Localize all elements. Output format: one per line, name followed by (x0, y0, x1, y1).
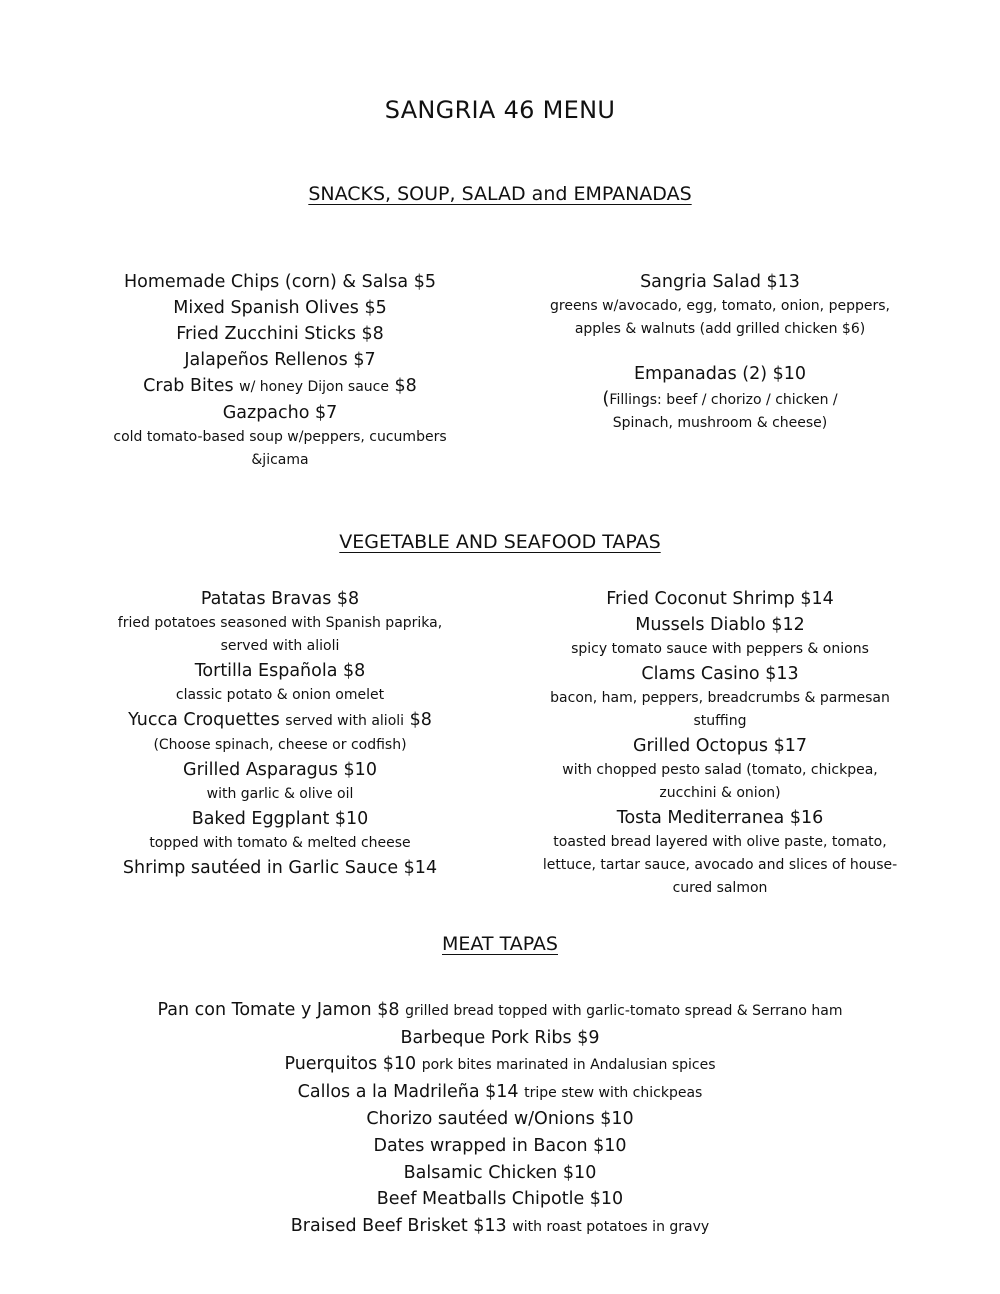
meat-tapas-list (0, 997, 1000, 1240)
menu-item-tortilla: Tortilla Española $8 (194, 661, 366, 681)
salad-description-line1: greens w/avocado, egg, tomato, onion, peppers, (550, 298, 890, 314)
callos-name: Callos a la Madrileña $14 (297, 1081, 519, 1102)
empanadas-description-line1 (520, 387, 920, 412)
bravas-description-line1: fried potatoes seasoned with Spanish paprika, (117, 615, 443, 631)
clams-description-line1: bacon, ham, peppers, breadcrumbs & parmesan (550, 690, 890, 706)
brisket-name: Braised Beef Brisket $13 (290, 1215, 507, 1236)
octopus-description-line1: with chopped pesto salad (tomato, chickpea, (562, 762, 878, 778)
section-title-veg-seafood (0, 531, 1000, 553)
seafood-right-column (520, 586, 920, 900)
menu-item-chips: Homemade Chips (corn) & Salsa $5 (124, 272, 436, 292)
pan-description: grilled bread topped with garlic-tomato spread & Serrano ham (405, 1003, 843, 1019)
tosta-description-line3: cured salmon (672, 880, 768, 896)
pan-name: Pan con Tomate y Jamon $8 (157, 1000, 400, 1020)
menu-item-asparagus: Grilled Asparagus $10 (183, 760, 377, 780)
menu-item-meatballs: Beef Meatballs Chipotle $10 (376, 1189, 624, 1210)
empanadas-description-line2: Spinach, mushroom & cheese) (612, 415, 828, 431)
clams-description-line2: stuffing (693, 713, 747, 729)
menu-title: SANGRIA 46 MENU (384, 96, 616, 124)
menu-item-empanadas: Empanadas (2) $10 (633, 364, 807, 384)
menu-item-crab-bites (80, 373, 480, 400)
puerquitos-description: pork bites marinated in Andalusian spices (421, 1057, 716, 1074)
crab-price: $8 (394, 376, 417, 396)
menu-item-balsamic-chicken: Balsamic Chicken $10 (403, 1162, 597, 1183)
yucca-name: Yucca Croquettes (128, 710, 280, 730)
yucca-note: served with alioli (285, 713, 405, 729)
menu-item-olives: Mixed Spanish Olives $5 (173, 298, 387, 318)
section-title-snacks-text: SNACKS, SOUP, SALAD and EMPANADAS (308, 183, 692, 205)
menu-item-pan-con-tomate (0, 997, 1000, 1025)
salad-description-line2: apples & walnuts (add grilled chicken $6) (574, 321, 866, 337)
menu-item-pork-ribs: Barbeque Pork Ribs $9 (400, 1027, 600, 1048)
menu-item-callos (0, 1079, 1000, 1107)
mussels-description: spicy tomato sauce with peppers & onions (571, 641, 869, 657)
snacks-left-column (80, 269, 480, 472)
menu-item-dates: Dates wrapped in Bacon $10 (373, 1135, 627, 1156)
callos-description: tripe stew with chickpeas (524, 1084, 703, 1101)
section-title-meat (0, 933, 1000, 955)
brisket-description: with roast potatoes in gravy (512, 1218, 710, 1235)
menu-item-brisket (0, 1213, 1000, 1241)
empanadas-fillings: Fillings: beef / chorizo / chicken / (609, 392, 838, 408)
menu-item-puerquitos (0, 1051, 1000, 1079)
puerquitos-name: Puerquitos $10 (284, 1054, 417, 1075)
tosta-description-line1: toasted bread layered with olive paste, tomato, (553, 834, 887, 850)
menu-item-jalapenos: Jalapeños Rellenos $7 (184, 350, 376, 370)
eggplant-description: topped with tomato & melted cheese (149, 835, 411, 851)
tortilla-description: classic potato & onion omelet (175, 687, 385, 703)
menu-item-yucca-croquettes (80, 707, 480, 734)
menu-item-octopus: Grilled Octopus $17 (632, 736, 808, 756)
crab-note: w/ honey Dijon sauce (239, 379, 389, 395)
menu-item-mussels: Mussels Diablo $12 (635, 615, 805, 635)
gazpacho-description-line1: cold tomato-based soup w/peppers, cucumbers (113, 429, 447, 445)
yucca-price: $8 (409, 710, 432, 730)
menu-item-shrimp-garlic: Shrimp sautéed in Garlic Sauce $14 (122, 858, 438, 878)
menu-item-clams: Clams Casino $13 (641, 664, 799, 684)
menu-item-zucchini: Fried Zucchini Sticks $8 (176, 324, 384, 344)
menu-item-coconut-shrimp: Fried Coconut Shrimp $14 (606, 589, 834, 609)
octopus-description-line2: zucchini & onion) (659, 785, 781, 801)
snacks-right-column (520, 269, 920, 435)
veg-left-column (80, 586, 480, 881)
menu-item-tosta: Tosta Mediterranea $16 (616, 808, 824, 828)
section-title-veg-seafood-text: VEGETABLE AND SEAFOOD TAPAS (339, 531, 661, 553)
asparagus-description: with garlic & olive oil (206, 786, 354, 802)
bravas-description-line2: served with alioli (220, 638, 340, 654)
tosta-description-line2: lettuce, tartar sauce, avocado and slices of house- (542, 857, 898, 873)
gazpacho-description-line2: &jicama (251, 452, 309, 468)
menu-item-chorizo: Chorizo sautéed w/Onions $10 (366, 1109, 634, 1130)
crab-name: Crab Bites (143, 376, 234, 396)
menu-item-sangria-salad: Sangria Salad $13 (640, 272, 800, 292)
menu-item-patatas-bravas: Patatas Bravas $8 (200, 589, 360, 609)
section-title-snacks (0, 183, 1000, 205)
section-title-meat-text: MEAT TAPAS (442, 933, 558, 955)
menu-item-eggplant: Baked Eggplant $10 (191, 809, 369, 829)
menu-item-gazpacho: Gazpacho $7 (222, 403, 338, 423)
empanadas-open-paren: ( (602, 388, 610, 409)
yucca-description: (Choose spinach, cheese or codfish) (153, 737, 407, 753)
